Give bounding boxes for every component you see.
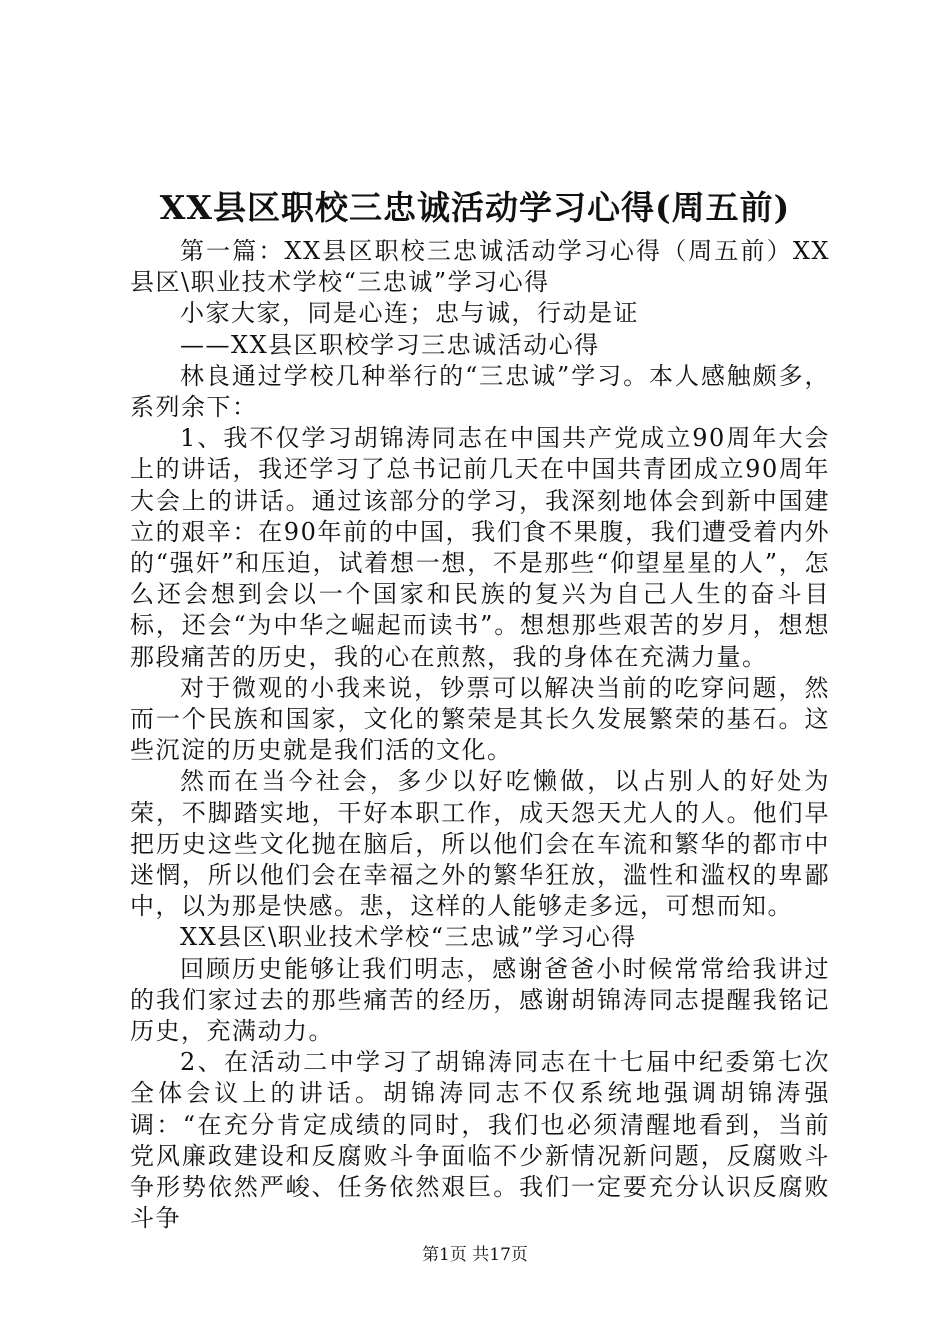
paragraph-school-heading: XX县区\职业技术学校“三忠诚”学习心得: [180, 923, 637, 952]
paragraph-society: 然而在当今社会，多少以好吃懒做，以占别人的好处为荣，不脚踏实地，干好本职工作，成天怨天尤人的人。他们早把历史这些文化抛在脑后，所以他们会在车流和繁华的都市中迷惘，所以他们会在幸福之外的繁华狂放，滥性和滥权的卑鄙中，以为那是快感。悲，这样的人能够走多远，可想而知。: [130, 767, 830, 921]
paragraph-point-2: 2、在活动二中学习了胡锦涛同志在十七届中纪委第七次全体会议上的讲话。胡锦涛同志不仅系统地强调胡锦涛强调：“在充分肯定成绩的同时，我们也必须清醒地看到，当前党风廉政建设和反腐败斗争面临不少新情况新问题，反腐败斗争形势依然严峻、任务依然艰巨。我们一定要充分认识反腐败斗争: [130, 1048, 830, 1233]
paragraph-history: 回顾历史能够让我们明志，感谢爸爸小时候常常给我讲过的我们家过去的那些痛苦的经历，感谢胡锦涛同志提醒我铭记历史，充满动力。: [130, 954, 830, 1046]
paragraph-culture: 对于微观的小我来说，钞票可以解决当前的吃穿问题，然而一个民族和国家，文化的繁荣是其长久发展繁荣的基石。这些沉淀的历史就是我们活的文化。: [130, 673, 830, 765]
document-body: [130, 236, 830, 1235]
document-title: XX县区职校三忠诚活动学习心得(周五前): [159, 188, 791, 227]
paragraph-point-1: 1、我不仅学习胡锦涛同志在中国共产党成立90周年大会上的讲话，我还学习了总书记前几天在中国共青团成立90周年大会上的讲话。通过该部分的学习，我深刻地体会到新中国建立的艰辛：在90年前的中国，我们食不果腹，我们遭受着内外的“强奸”和压迫，试着想一想，不是那些“仰望星星的人”，怎么还会想到会以一个国家和民族的复兴为自己人生的奋斗目标，还会“为中华之崛起而读书”。想想那些艰苦的岁月，想想那段痛苦的历史，我的心在煎熬，我的身体在充满力量。: [130, 424, 830, 671]
paragraph-subtitle: ——XX县区职校学习三忠诚活动心得: [180, 330, 600, 359]
page-number: 第1页 共17页: [422, 1245, 528, 1265]
paragraph-intro: 第一篇：XX县区职校三忠诚活动学习心得（周五前）XX县区\职业技术学校“三忠诚”学习心得: [130, 237, 830, 297]
paragraph-motto: 小家大家，同是心连；忠与诚，行动是证: [180, 299, 639, 328]
paragraph-opening: 林良通过学校几种举行的“三忠诚”学习。本人感触颇多，系列余下：: [130, 361, 830, 422]
